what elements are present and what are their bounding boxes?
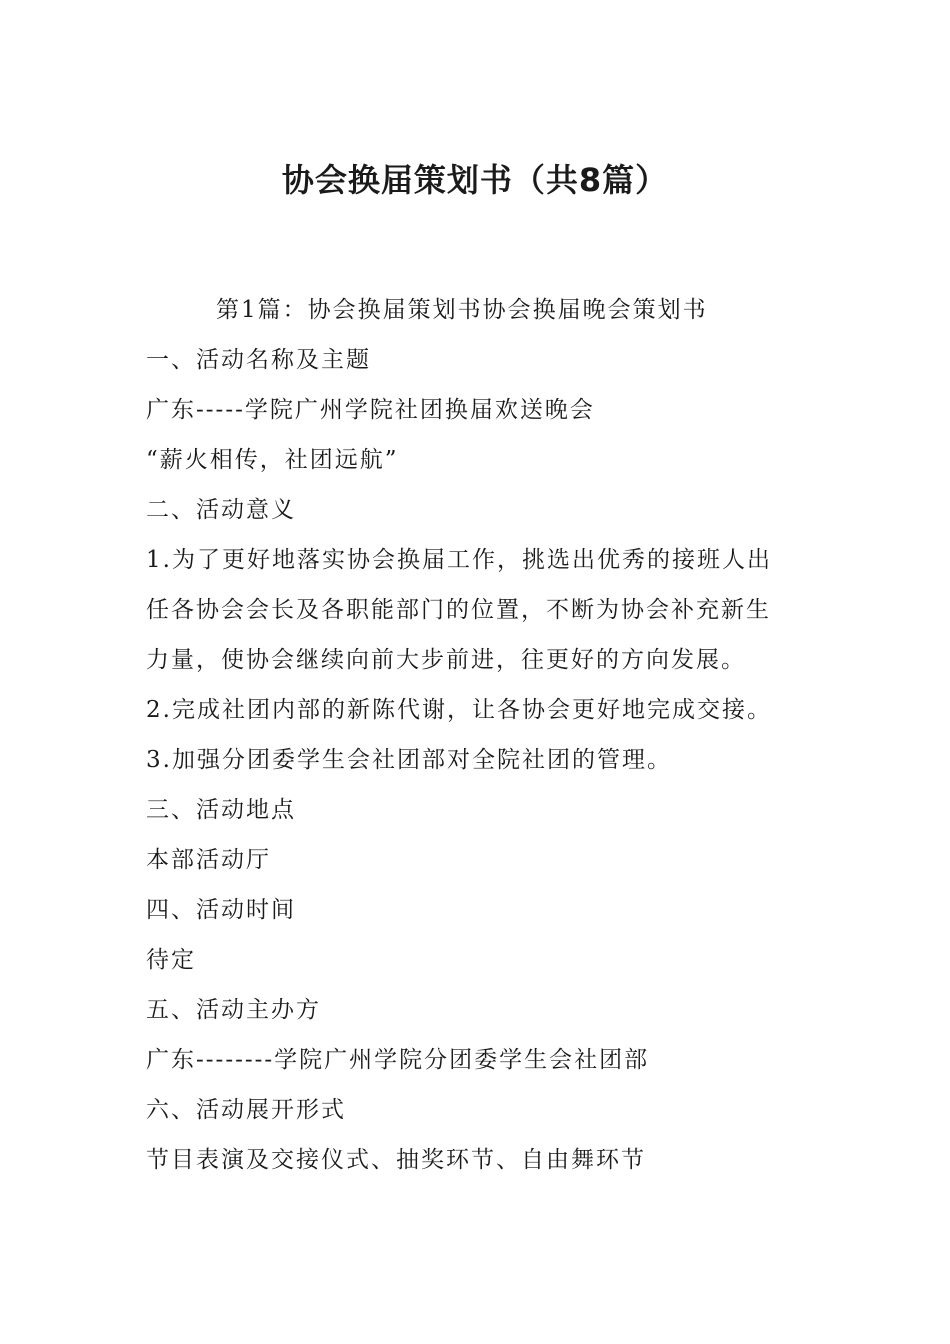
paragraph-line: 节目表演及交接仪式、抽奖环节、自由舞环节 xyxy=(146,1147,646,1173)
paragraph-line: “薪火相传，社团远航” xyxy=(146,447,399,473)
section-heading-format: 六、活动展开形式 xyxy=(146,1097,346,1123)
paragraph-line: 2.完成社团内部的新陈代谢，让各协会更好地完成交接。 xyxy=(146,697,772,723)
paragraph-line: 广东-----学院广州学院社团换届欢送晚会 xyxy=(146,397,595,423)
section-heading-name-theme: 一、活动名称及主题 xyxy=(146,347,371,373)
paragraph-line: 本部活动厅 xyxy=(146,847,271,873)
paragraph-line: 广东--------学院广州学院分团委学生会社团部 xyxy=(146,1047,650,1073)
chapter-heading: 第1篇：协会换届策划书协会换届晚会策划书 xyxy=(216,297,708,323)
section-heading-organizer: 五、活动主办方 xyxy=(146,997,321,1023)
document-title: 协会换届策划书（共8篇） xyxy=(281,161,669,199)
paragraph-line: 待定 xyxy=(146,947,196,973)
paragraph-line: 1.为了更好地落实协会换届工作，挑选出优秀的接班人出 xyxy=(146,547,772,573)
section-heading-significance: 二、活动意义 xyxy=(146,497,296,523)
paragraph-line: 力量，使协会继续向前大步前进，往更好的方向发展。 xyxy=(146,647,746,673)
section-heading-location: 三、活动地点 xyxy=(146,797,296,823)
document-body xyxy=(146,285,816,1185)
section-heading-time: 四、活动时间 xyxy=(146,897,296,923)
paragraph-line: 任各协会会长及各职能部门的位置，不断为协会补充新生 xyxy=(146,597,771,623)
paragraph-line: 3.加强分团委学生会社团部对全院社团的管理。 xyxy=(146,747,672,773)
